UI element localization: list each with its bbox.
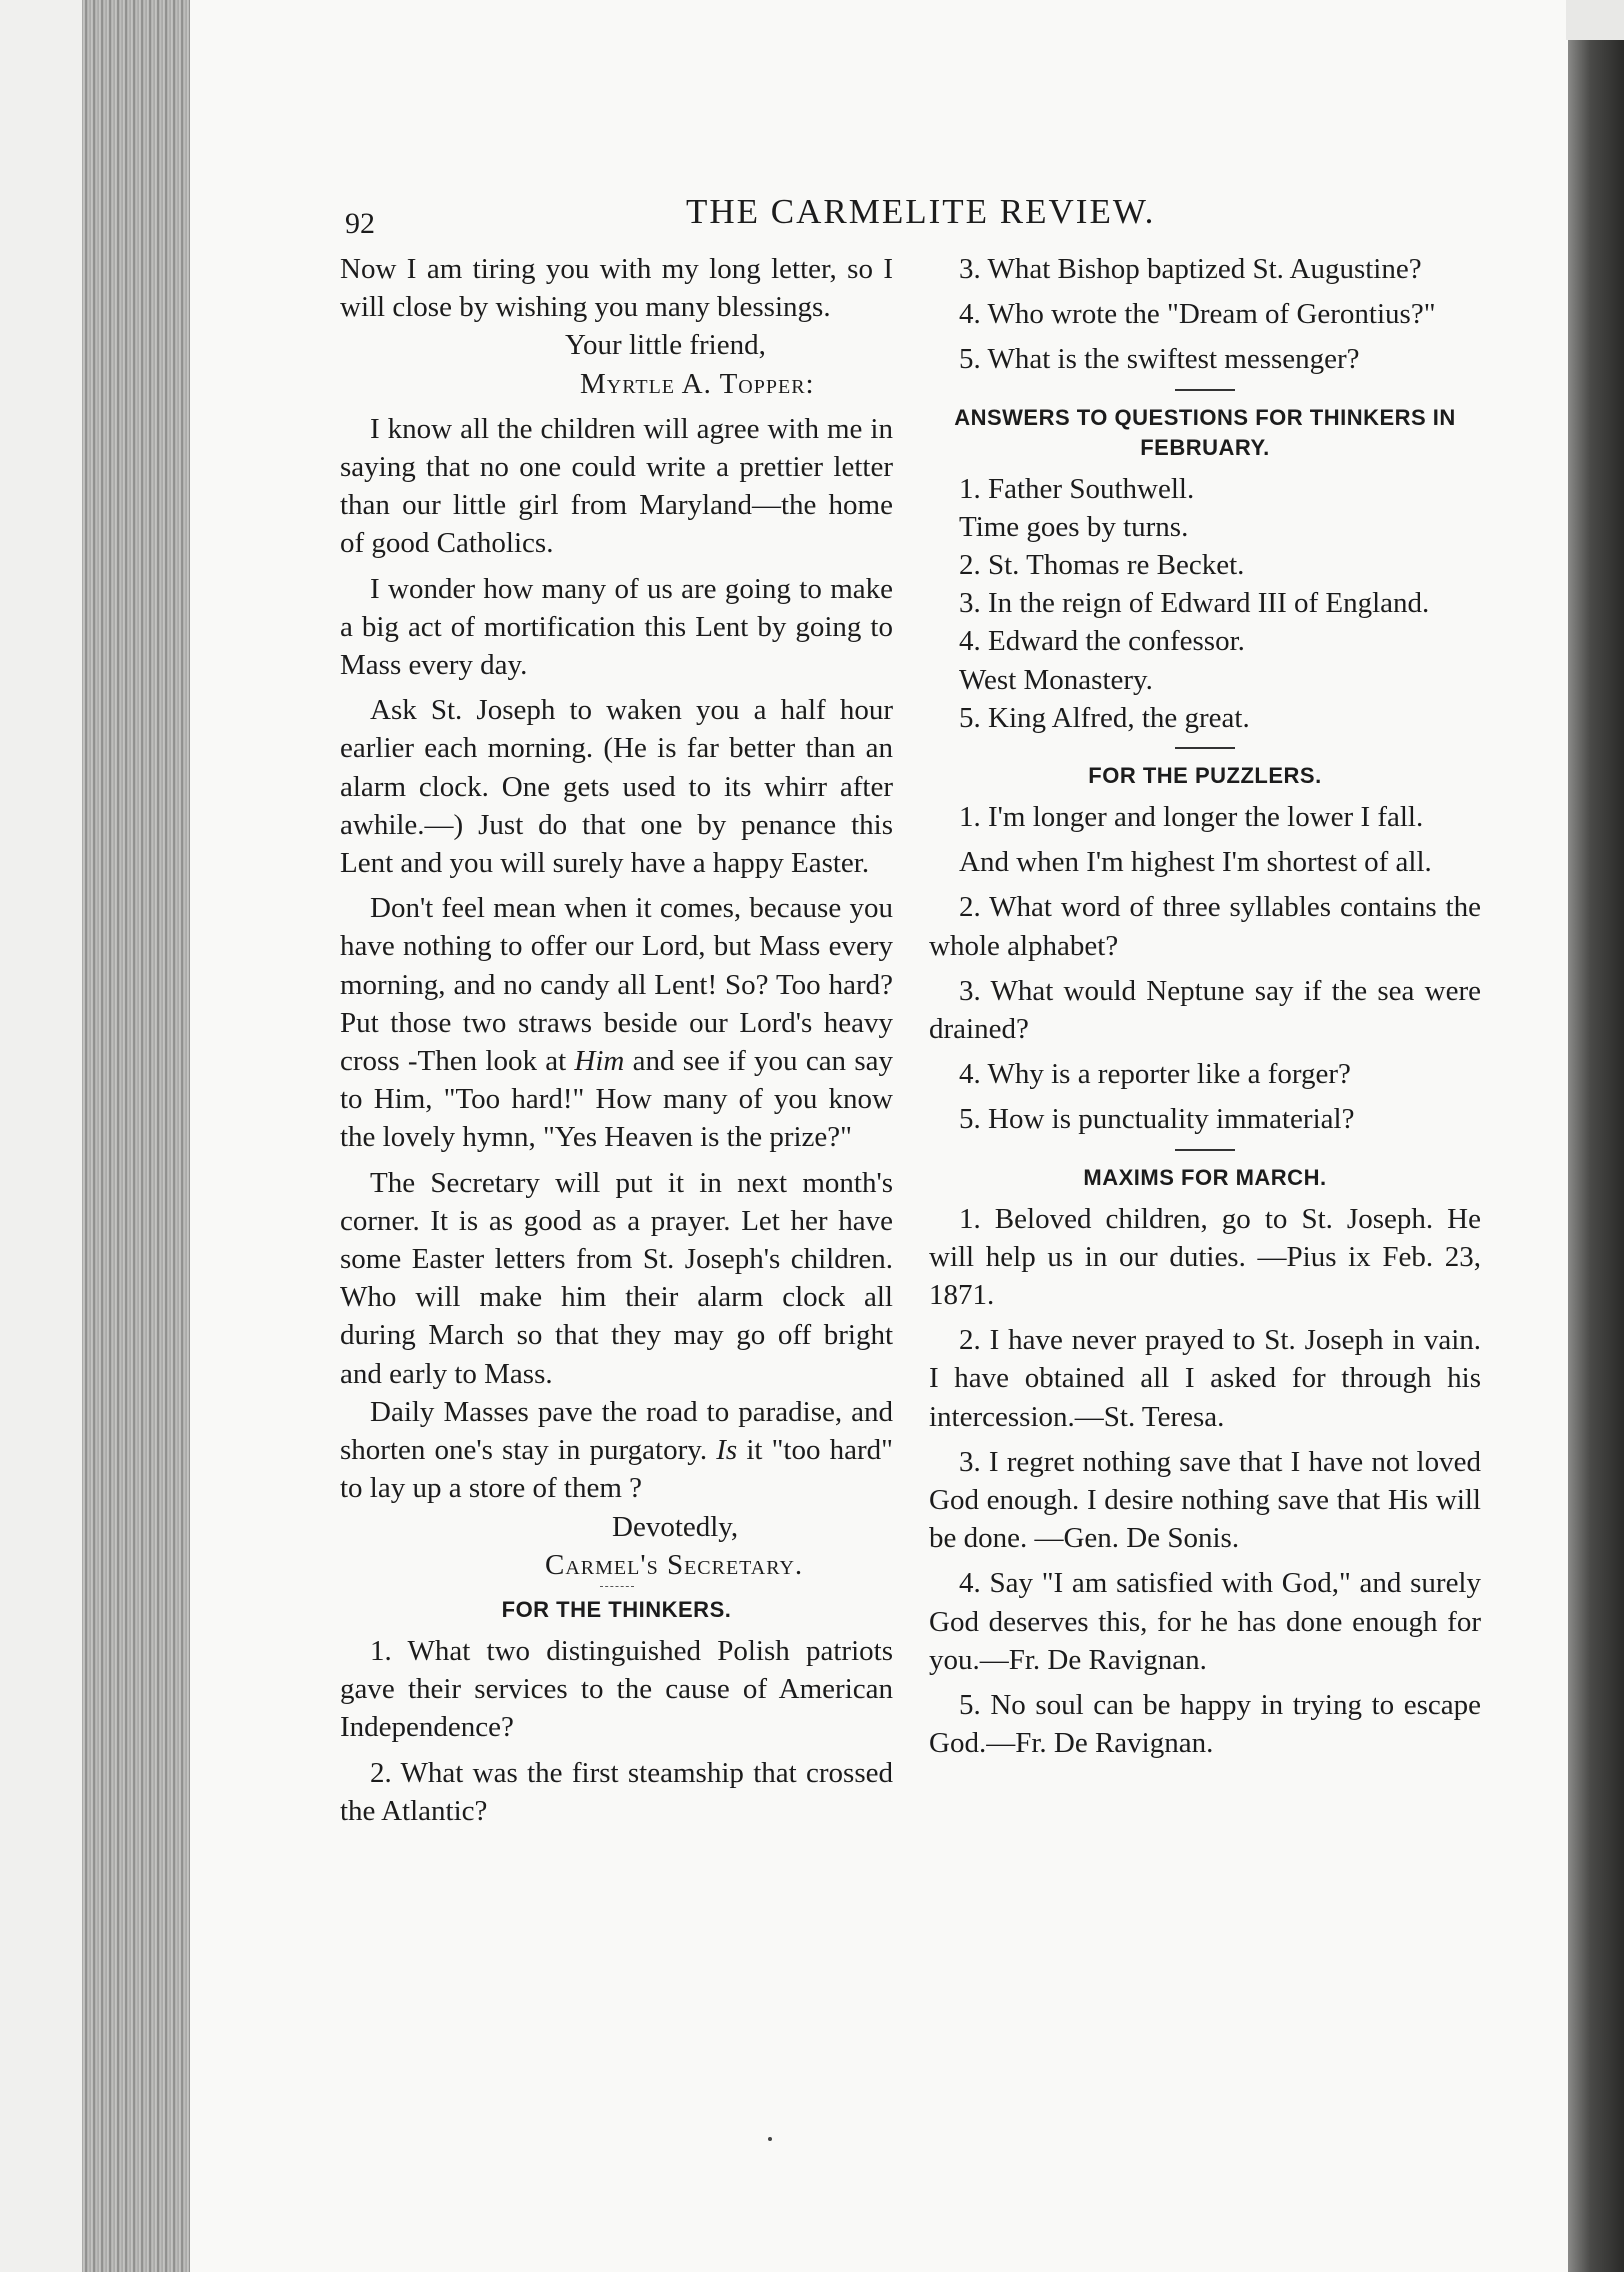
- answer-4: 4. Edward the confessor.: [959, 625, 1245, 658]
- maxims-heading: MAXIMS FOR MARCH.: [1083, 1164, 1327, 1190]
- paragraph-4: Ask St. Joseph to waken you a half hour earlier each morning. (He is far better than an alarm clock. One gets used to its whirr after awhile.—) Just do that one by penance this Lent and you will surely have a happy Easter.: [340, 694, 893, 880]
- page-number: 92: [345, 207, 375, 240]
- answer-5: 5. King Alfred, the great.: [959, 701, 1250, 734]
- paragraph-7-emphasis: Is: [716, 1434, 738, 1467]
- scan-margin-left: [0, 0, 82, 2272]
- maxim-2: 2. I have never prayed to St. Joseph in vain. I have obtained all I asked for through his intercession.—St. Teresa.: [929, 1324, 1481, 1433]
- letter-valediction: Your little friend,: [565, 329, 766, 362]
- left-column: [340, 250, 893, 1830]
- paragraph-5-part-b: and see if you can say to Him, "Too hard!" How many of you know the lovely hymn, "Yes Heaven is the prize?": [340, 1045, 893, 1154]
- puzzler-2: 2. What word of three syllables contains the whole alphabet?: [929, 891, 1481, 962]
- book-page-edges: [82, 0, 190, 2272]
- paragraph-7: [340, 1393, 893, 1508]
- thinkers-question-1: 1. What two distinguished Polish patriots gave their services to the cause of American Independence?: [340, 1634, 893, 1744]
- paragraph-6: The Secretary will put it in next month's corner. It is as good as a prayer. Let her have some Easter letters from St. Joseph's children. Who will make him their alarm clock all during March so that they may go off bright and early to Mass.: [340, 1166, 893, 1390]
- paragraph-3: I wonder how many of us are going to make a big act of mortification this Lent by going to Mass every day.: [340, 572, 893, 682]
- letter-signature: Myrtle A. Topper:: [580, 367, 815, 400]
- maxim-4: 4. Say "I am satisfied with God," and surely God deserves this, for he has done enough for you.—Fr. De Ravignan.: [929, 1567, 1481, 1676]
- paragraph-7-part-a: Daily Masses pave the road to paradise, and shorten one's stay in purgatory.: [340, 1395, 893, 1467]
- section-divider: [1175, 1149, 1235, 1151]
- book-cover-edge: [1568, 0, 1624, 2272]
- scan-margin-top-right: [1566, 0, 1624, 40]
- section-divider: [600, 1586, 634, 1587]
- puzzler-1-cont: And when I'm highest I'm shortest of all.: [959, 846, 1432, 879]
- secretary-valediction: Devotedly,: [612, 1510, 739, 1543]
- thinkers-question-2: 2. What was the first steamship that crossed the Atlantic?: [340, 1756, 893, 1827]
- answer-1: 1. Father Southwell.: [959, 472, 1195, 505]
- maxim-3: 3. I regret nothing save that I have not loved God enough. I desire nothing save that His will be done. —Gen. De Sonis.: [929, 1445, 1481, 1555]
- thinkers-question-4: 4. Who wrote the "Dream of Gerontius?": [959, 298, 1436, 331]
- section-divider: [1175, 747, 1235, 749]
- thinkers-question-5: 5. What is the swiftest messenger?: [959, 343, 1360, 376]
- paragraph-5-part-a: Don't feel mean when it comes, because you have nothing to offer our Lord, but Mass every morning, and no candy all Lent! So? Too hard? Put those two straws beside our Lord's heavy cross -Then look at: [340, 892, 893, 1078]
- maxim-5: 5. No soul can be happy in trying to escape God.—Fr. De Ravignan.: [929, 1689, 1481, 1760]
- puzzler-4: 4. Why is a reporter like a forger?: [959, 1058, 1351, 1091]
- thinkers-question-3: 3. What Bishop baptized St. Augustine?: [959, 253, 1422, 285]
- answer-2: 2. St. Thomas re Becket.: [959, 549, 1245, 582]
- puzzler-3: 3. What would Neptune say if the sea were drained?: [929, 974, 1481, 1046]
- maxim-1: 1. Beloved children, go to St. Joseph. He will help us in our duties. —Pius ix Feb. 23, 1871.: [929, 1202, 1481, 1312]
- running-head: THE CARMELITE REVIEW.: [686, 192, 1156, 231]
- answers-heading: ANSWERS TO QUESTIONS FOR THINKERS IN FEBRUARY.: [954, 404, 1456, 460]
- section-divider: [1175, 389, 1235, 391]
- puzzler-5: 5. How is punctuality immaterial?: [959, 1103, 1355, 1136]
- print-speck: [768, 2137, 772, 2141]
- secretary-signature: Carmel's Secretary.: [545, 1548, 804, 1581]
- thinkers-heading: FOR THE THINKERS.: [501, 1596, 732, 1622]
- puzzlers-heading: FOR THE PUZZLERS.: [1088, 763, 1322, 789]
- paragraph-5: [340, 889, 893, 1156]
- answer-3: 3. In the reign of Edward III of England.: [959, 587, 1430, 620]
- answer-1-note: Time goes by turns.: [959, 510, 1189, 543]
- paragraph-2: I know all the children will agree with me in saying that no one could write a prettier letter than our little girl from Maryland—the home of good Catholics.: [340, 412, 893, 560]
- letter-closing-paragraph: Now I am tiring you with my long letter, so I will close by wishing you many blessings.: [340, 253, 893, 324]
- right-column: [929, 250, 1481, 1763]
- answer-4-note: West Monastery.: [959, 663, 1153, 696]
- paragraph-7-part-b: it "too hard" to lay up a store of them ?: [340, 1434, 893, 1505]
- puzzler-1: 1. I'm longer and longer the lower I fall.: [959, 801, 1424, 834]
- paragraph-5-emphasis: Him: [574, 1045, 625, 1078]
